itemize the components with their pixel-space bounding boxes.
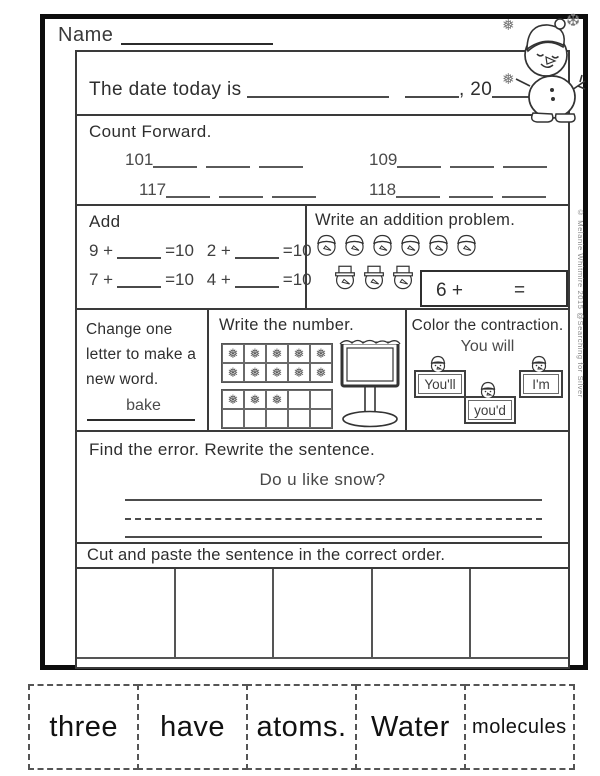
add-lead: 2 + <box>206 241 231 260</box>
ten-frame-cell-filled: ❅ <box>288 344 310 363</box>
paste-box[interactable] <box>371 569 470 657</box>
count-blank[interactable] <box>219 181 263 198</box>
add-lead: 7 + <box>89 270 114 289</box>
count-blank[interactable] <box>206 151 250 168</box>
add-trail: =10 <box>282 241 312 260</box>
rewrite-line-top[interactable] <box>125 499 542 501</box>
count-blank[interactable] <box>272 181 316 198</box>
equation-answer-box[interactable] <box>420 270 568 307</box>
ten-frame-cell-filled: ❅ <box>244 344 266 363</box>
add-title: Add <box>89 212 121 231</box>
word-card[interactable]: atoms. <box>246 684 357 770</box>
count-start: 118 <box>369 180 397 199</box>
ten-frame-cell-empty <box>310 409 332 428</box>
snowmen-row-2 <box>331 264 418 295</box>
ten-frame-cell-filled: ❅ <box>244 363 266 382</box>
contraction-section <box>407 310 568 430</box>
ten-frame-2 <box>221 389 333 429</box>
date-year-prefix: , 20 <box>458 79 493 100</box>
count-blank[interactable] <box>450 151 494 168</box>
date-month-line[interactable] <box>247 79 389 98</box>
ten-frame-cell-filled: ❅ <box>244 390 266 409</box>
count-group <box>369 180 546 200</box>
ten-frame-cell-filled: ❅ <box>222 390 244 409</box>
paste-box[interactable] <box>469 569 568 657</box>
word-card[interactable]: three <box>28 684 139 770</box>
ten-frame-cell-empty <box>244 409 266 428</box>
paste-boxes-row <box>77 567 568 667</box>
snowman-cap-icon <box>313 232 340 262</box>
change-letter-word: bake <box>126 397 161 415</box>
ten-frame-cell-filled: ❅ <box>310 344 332 363</box>
snowman-tophat-icon <box>389 264 417 295</box>
paste-box[interactable] <box>272 569 371 657</box>
paste-box[interactable] <box>77 569 174 657</box>
worksheet-content <box>75 50 570 669</box>
paste-box[interactable] <box>174 569 273 657</box>
count-blank[interactable] <box>166 181 210 198</box>
equation-lead: 6 + <box>436 280 463 301</box>
count-forward-section <box>77 114 568 204</box>
contraction-option-label: you'd <box>468 400 512 420</box>
write-addition-title: Write an addition problem. <box>315 211 516 229</box>
copyright-text: © Melanie Whitmire 2015 @Searching for Silver <box>576 208 585 398</box>
count-blank[interactable] <box>449 181 493 198</box>
snowman-cap-icon <box>397 232 424 262</box>
math-row <box>77 204 568 308</box>
contraction-option-label: I'm <box>523 374 559 394</box>
svg-text:❅: ❅ <box>502 71 515 88</box>
name-label: Name <box>58 24 114 46</box>
count-start: 109 <box>369 150 398 169</box>
ten-frame-cell-filled: ❅ <box>288 363 310 382</box>
snowman-cap-icon <box>341 232 368 262</box>
snowman-head-icon <box>476 380 500 398</box>
add-trail: =10 <box>165 241 194 260</box>
add-trail: =10 <box>282 270 312 289</box>
snowman-illustration <box>500 10 590 124</box>
rewrite-line-bottom[interactable] <box>125 536 542 538</box>
contraction-title: Color the contraction. <box>411 317 564 334</box>
word-card[interactable]: have <box>137 684 248 770</box>
snowman-head-icon <box>426 354 450 372</box>
ten-frame-cell-filled: ❅ <box>222 344 244 363</box>
snowman-cap-icon <box>425 232 452 262</box>
word-cards-row <box>28 684 575 770</box>
write-addition-section <box>307 206 568 308</box>
ten-frame-cell-filled: ❅ <box>222 363 244 382</box>
write-number-section <box>207 310 407 430</box>
name-input-line[interactable] <box>121 25 273 45</box>
count-group <box>369 150 547 170</box>
count-blank[interactable] <box>153 151 197 168</box>
paste-boxes <box>77 569 568 659</box>
snowman-tophat-icon <box>360 264 388 295</box>
contraction-prompt: You will <box>460 338 515 355</box>
snowman-cap-icon <box>453 232 480 262</box>
name-row <box>58 24 273 47</box>
ten-frame-1 <box>221 343 333 383</box>
count-blank[interactable] <box>397 151 441 168</box>
ten-frame-cell-empty <box>288 409 310 428</box>
count-blank[interactable] <box>502 181 546 198</box>
ten-frame-cell-filled: ❅ <box>266 390 288 409</box>
add-section <box>77 206 312 308</box>
ten-frame-cell-empty <box>310 390 332 409</box>
contraction-option-label: You'll <box>418 374 462 394</box>
add-lead: 4 + <box>206 270 231 289</box>
ten-frame-cell-filled: ❅ <box>310 363 332 382</box>
contraction-option[interactable] <box>414 370 466 398</box>
add-lead: 9 + <box>89 241 114 260</box>
find-error-section <box>77 430 568 542</box>
write-number-title: Write the number. <box>219 316 355 334</box>
error-sentence: Do u like snow? <box>259 470 386 489</box>
count-group <box>125 150 303 170</box>
svg-text:❅: ❅ <box>502 17 515 34</box>
count-group <box>139 180 316 200</box>
add-blank[interactable] <box>117 242 161 259</box>
count-start: 101 <box>125 150 154 169</box>
snowman-head-icon <box>527 354 551 372</box>
word-card[interactable]: Water <box>355 684 466 770</box>
panels-row <box>77 308 568 430</box>
ten-frame-cell-empty <box>288 390 310 409</box>
snowman-tophat-icon <box>331 264 359 295</box>
add-blank[interactable] <box>235 242 279 259</box>
cut-paste-title: Cut and paste the sentence in the correct order. <box>77 542 568 567</box>
count-blank[interactable] <box>259 151 303 168</box>
blank-sign-icon[interactable] <box>338 336 402 428</box>
contraction-option[interactable] <box>464 396 516 424</box>
add-trail: =10 <box>165 270 194 289</box>
date-prompt: The date today is <box>89 79 242 100</box>
ten-frame-cell-filled: ❅ <box>266 344 288 363</box>
add-blank[interactable] <box>235 271 279 288</box>
rewrite-line-middle <box>125 518 542 520</box>
count-start: 117 <box>139 180 167 199</box>
change-letter-section <box>77 310 207 430</box>
snowman-cap-icon <box>369 232 396 262</box>
ten-frame-cell-empty <box>266 409 288 428</box>
date-day-line[interactable] <box>405 79 459 98</box>
change-letter-title: Change one letter to make a new word. <box>86 321 197 388</box>
find-error-title: Find the error. Rewrite the sentence. <box>89 440 376 459</box>
contraction-option[interactable] <box>519 370 563 398</box>
snowmen-row-1 <box>313 232 481 262</box>
ten-frame-cell-empty <box>222 409 244 428</box>
equation-equals: = <box>514 280 526 301</box>
count-forward-title: Count Forward. <box>89 122 212 141</box>
svg-text:❆: ❆ <box>566 11 581 30</box>
ten-frame-cell-filled: ❅ <box>266 363 288 382</box>
date-section <box>77 52 568 114</box>
change-letter-answer-line[interactable] <box>87 419 195 421</box>
word-card[interactable]: molecules <box>464 684 575 770</box>
add-blank[interactable] <box>117 271 161 288</box>
count-blank[interactable] <box>396 181 440 198</box>
count-blank[interactable] <box>503 151 547 168</box>
